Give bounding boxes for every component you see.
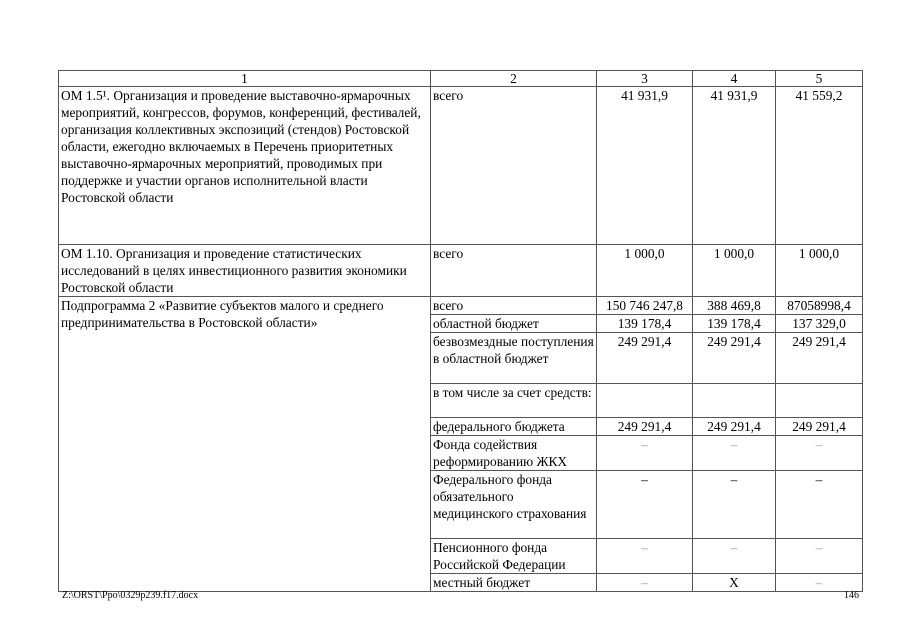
row-value-4: – [693, 471, 776, 539]
row-value-5 [776, 384, 863, 418]
row-value-4: 249 291,4 [693, 333, 776, 384]
header-col-4: 4 [693, 71, 776, 87]
row-value-5: 41 559,2 [776, 87, 863, 245]
subprogram-name: Подпрограмма 2 «Развитие субъектов малого и среднего предпринимательства в Ростовской области» [59, 297, 431, 592]
row-source: всего [431, 87, 597, 245]
row-value-3: – [597, 539, 693, 574]
row-value-3: 150 746 247,8 [597, 297, 693, 315]
row-value-5: – [776, 539, 863, 574]
row-source: всего [431, 245, 597, 297]
row-value-4: 249 291,4 [693, 418, 776, 436]
row-value-4: – [693, 436, 776, 471]
header-col-5: 5 [776, 71, 863, 87]
row-value-5: – [776, 574, 863, 592]
row-value-4: 1 000,0 [693, 245, 776, 297]
row-value-5: 1 000,0 [776, 245, 863, 297]
row-source: местный бюджет [431, 574, 597, 592]
row-source: в том числе за счет средств: [431, 384, 597, 418]
header-col-2: 2 [431, 71, 597, 87]
row-value-3: 41 931,9 [597, 87, 693, 245]
row-name: ОМ 1.10. Организация и проведение статистических исследований в целях инвестиционного развития экономики Ростовской области [59, 245, 431, 297]
table-header-row [59, 71, 863, 87]
row-value-4: Х [693, 574, 776, 592]
table-row [59, 297, 863, 315]
budget-table [58, 70, 863, 592]
row-source: Фонда содействия реформированию ЖКХ [431, 436, 597, 471]
row-value-5: 249 291,4 [776, 333, 863, 384]
table-row [59, 87, 863, 245]
row-source: всего [431, 297, 597, 315]
row-value-5: 137 329,0 [776, 315, 863, 333]
row-value-4: 41 931,9 [693, 87, 776, 245]
row-value-3: 1 000,0 [597, 245, 693, 297]
row-value-3: – [597, 574, 693, 592]
row-source: федерального бюджета [431, 418, 597, 436]
row-source: Пенсионного фонда Российской Федерации [431, 539, 597, 574]
row-source: безвозмездные поступления в областной бюджет [431, 333, 597, 384]
page-number: 146 [844, 590, 859, 601]
row-value-3: – [597, 471, 693, 539]
row-name: ОМ 1.5¹. Организация и проведение выставочно-ярмарочных мероприятий, конгрессов, форумов, конференций, фестивалей, организация коллективных экспозиций (стендов) Ростовской области, ежегодно включаемых в Перечень приоритетных выставочно-ярмарочных мероприятий, проводимых при поддержке и участии органов исполнительной власти Ростовской области [59, 87, 431, 245]
row-value-3: – [597, 436, 693, 471]
row-value-5: – [776, 436, 863, 471]
row-source: Федерального фонда обязательного медицинского страхования [431, 471, 597, 539]
row-value-4: – [693, 539, 776, 574]
row-value-5: 87058998,4 [776, 297, 863, 315]
table-row [59, 245, 863, 297]
row-value-3: 249 291,4 [597, 418, 693, 436]
row-value-3: 249 291,4 [597, 333, 693, 384]
row-value-4 [693, 384, 776, 418]
row-source: областной бюджет [431, 315, 597, 333]
row-value-5: 249 291,4 [776, 418, 863, 436]
header-col-1: 1 [59, 71, 431, 87]
row-value-4: 139 178,4 [693, 315, 776, 333]
header-col-3: 3 [597, 71, 693, 87]
row-value-4: 388 469,8 [693, 297, 776, 315]
row-value-3: 139 178,4 [597, 315, 693, 333]
file-path: Z:\ORST\Ppo\0329p239.f17.docx [62, 590, 199, 601]
row-value-5: – [776, 471, 863, 539]
row-value-3 [597, 384, 693, 418]
